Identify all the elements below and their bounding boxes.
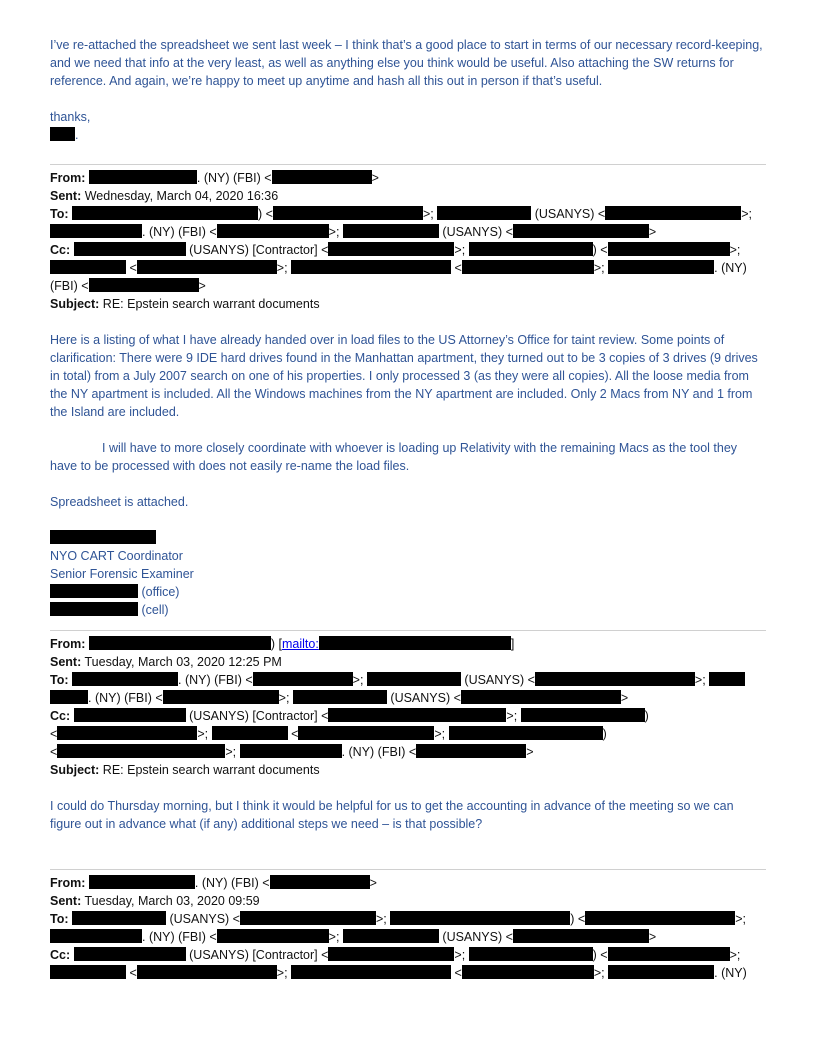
top-message-signoff xyxy=(50,126,766,144)
redaction-block xyxy=(89,278,199,292)
header-text: ) xyxy=(602,727,607,741)
email-document xyxy=(50,36,766,982)
redaction-block xyxy=(319,636,511,650)
redaction-block xyxy=(608,242,730,256)
header-text: . (NY) (FBI) < xyxy=(341,745,417,759)
cc-line-cont xyxy=(50,259,766,277)
redaction-block xyxy=(608,260,714,274)
redaction-block xyxy=(240,744,342,758)
header-text: < xyxy=(454,966,462,980)
redaction-block xyxy=(217,929,329,943)
redaction-block xyxy=(50,260,126,274)
header-text: Cc: xyxy=(50,243,71,257)
redaction-block xyxy=(469,947,593,961)
redaction-block xyxy=(89,636,271,650)
redaction xyxy=(50,127,75,141)
header-text: Sent: xyxy=(50,655,82,669)
redaction-block xyxy=(469,242,593,256)
sent-line xyxy=(50,653,766,671)
redaction-block xyxy=(50,530,156,544)
signature-name xyxy=(50,529,766,547)
header-text: ] xyxy=(510,637,515,651)
header-text: > xyxy=(648,225,657,239)
redaction-block xyxy=(608,965,714,979)
redaction-block xyxy=(270,875,370,889)
header-text: >; xyxy=(593,261,605,275)
to-line-cont xyxy=(50,928,766,946)
from-line xyxy=(50,169,766,187)
email-header-1 xyxy=(50,169,766,313)
redaction-block xyxy=(535,672,695,686)
header-text: . (NY) (FBI) < xyxy=(88,691,163,705)
header-text: >; xyxy=(434,727,446,741)
redaction-block xyxy=(89,875,195,889)
header-text: (FBI) < xyxy=(50,279,89,293)
header-text: From: xyxy=(50,637,86,651)
redaction-block xyxy=(272,170,372,184)
header-text: . (NY) (FBI) < xyxy=(178,673,253,687)
header-text: To: xyxy=(50,912,69,926)
redaction-block xyxy=(416,744,526,758)
body-paragraph: I will have to more closely coordinate with whoever is loading up Relativity with the remaining Macs as the tool they have to be processed with does not easily re-name the load files. xyxy=(50,441,738,473)
redaction-block xyxy=(390,911,570,925)
header-text: < xyxy=(50,727,58,741)
header-text: (USANYS) [Contractor] < xyxy=(189,709,329,723)
cc-line-cont-2 xyxy=(50,743,766,761)
header-text: >; xyxy=(506,709,518,723)
separator xyxy=(50,630,766,631)
redaction-block xyxy=(608,947,730,961)
cc-line-cont-2 xyxy=(50,277,766,295)
to-line xyxy=(50,671,766,689)
header-text: >; xyxy=(328,930,340,944)
header-text: . xyxy=(75,128,79,142)
header-text: Subject: xyxy=(50,297,100,311)
redaction-block xyxy=(57,726,197,740)
header-text: (office) xyxy=(141,585,180,599)
signature-title: Senior Forensic Examiner xyxy=(50,567,194,581)
cc-line xyxy=(50,241,766,259)
header-text: > xyxy=(371,171,379,185)
sent-date: Tuesday, March 03, 2020 12:25 PM xyxy=(84,655,282,669)
sent-date: Wednesday, March 04, 2020 16:36 xyxy=(84,189,279,203)
email-body-2 xyxy=(50,797,766,833)
signature-cell xyxy=(50,601,766,619)
header-text: >; xyxy=(278,691,290,705)
redaction-block xyxy=(137,965,277,979)
from-line xyxy=(50,874,766,892)
top-message-closing: thanks, xyxy=(50,110,91,124)
header-text: > xyxy=(526,745,534,759)
to-line-cont xyxy=(50,223,766,241)
to-line-cont xyxy=(50,689,766,707)
header-text: . (NY) xyxy=(714,966,747,980)
header-text: ) < xyxy=(570,912,586,926)
header-text: > xyxy=(369,876,377,890)
redaction-block xyxy=(513,224,649,238)
header-text: >; xyxy=(729,243,741,257)
header-text: >; xyxy=(225,745,237,759)
subject-text: RE: Epstein search warrant documents xyxy=(102,297,320,311)
body-paragraph: Here is a listing of what I have already handed over in load files to the US Attorney’s Office for taint review. Some points of clarification: There were 9 IDE hard drives found in the Manhattan apartment, they turned out to be 3 copies of 3 drives (9 drives in total) from a July 2007 search on one of his properties. I only processed 3 (as they were all copies). All the loose media from the NY apartment is included. All the Windows machines from the NY apartment are included. Only 2 Macs from NY and 1 from the Island are included. xyxy=(50,333,758,419)
redaction-block xyxy=(273,206,423,220)
separator xyxy=(50,164,766,165)
redaction-block xyxy=(50,224,142,238)
header-text: < xyxy=(129,966,137,980)
to-line xyxy=(50,910,766,928)
header-text: ) < xyxy=(258,207,273,221)
header-text: >; xyxy=(276,966,288,980)
header-text: >; xyxy=(735,912,746,926)
header-text: . (NY) (FBI) < xyxy=(196,171,272,185)
cc-line-cont xyxy=(50,725,766,743)
header-text: >; xyxy=(352,673,364,687)
sent-line xyxy=(50,892,766,910)
email-header-3 xyxy=(50,874,766,982)
header-text: Sent: xyxy=(50,894,82,908)
redaction-block xyxy=(89,170,197,184)
header-text: < xyxy=(454,261,462,275)
redaction-block xyxy=(513,929,649,943)
redaction-block xyxy=(291,260,451,274)
to-line xyxy=(50,205,766,223)
header-text: >; xyxy=(197,727,209,741)
redaction-block xyxy=(328,242,454,256)
header-text: ) < xyxy=(592,243,608,257)
redaction-block xyxy=(50,690,88,704)
signature-office xyxy=(50,583,766,601)
redaction-block xyxy=(212,726,288,740)
header-text: >; xyxy=(454,948,466,962)
header-text: (USANYS) < xyxy=(442,225,513,239)
redaction-block xyxy=(240,911,376,925)
redaction-block xyxy=(449,726,603,740)
top-message-body: I’ve re-attached the spreadsheet we sent last week – I think that’s a good place to start in terms of our necessary record-keeping, and we need that info at the very least, as well as anything else you think would be useful. Also attaching the SW returns for reference. And again, we’re happy to meet up anytime and hash all this out in person if that’s useful. xyxy=(50,38,763,88)
header-text: (USANYS) < xyxy=(390,691,461,705)
redaction-block xyxy=(343,929,439,943)
cc-line xyxy=(50,707,766,725)
redaction-block xyxy=(437,206,531,220)
header-text: . (NY) (FBI) < xyxy=(142,225,217,239)
header-text: > xyxy=(620,691,629,705)
header-text: ) xyxy=(644,709,649,723)
header-text: >; xyxy=(376,912,387,926)
header-text: < xyxy=(291,727,299,741)
redaction-block xyxy=(291,965,451,979)
mailto-link[interactable]: mailto: xyxy=(282,637,319,651)
header-text: > xyxy=(648,930,657,944)
header-text: . (NY) xyxy=(714,261,747,275)
redaction-block xyxy=(72,206,258,220)
redaction-block xyxy=(74,242,186,256)
header-text: (USANYS) < xyxy=(464,673,535,687)
cc-line-cont xyxy=(50,964,766,982)
header-text: Cc: xyxy=(50,709,71,723)
header-text: Subject: xyxy=(50,763,100,777)
redaction-block xyxy=(293,690,387,704)
redaction-block xyxy=(50,584,138,598)
email-header-2 xyxy=(50,635,766,779)
header-text: (USANYS) [Contractor] < xyxy=(189,243,329,257)
redaction-block xyxy=(585,911,735,925)
header-text: >; xyxy=(729,948,741,962)
sent-line xyxy=(50,187,766,205)
redaction-block xyxy=(462,260,594,274)
email-body-1 xyxy=(50,331,766,619)
redaction-block xyxy=(163,690,279,704)
header-text: >; xyxy=(741,207,752,221)
redaction-block xyxy=(328,947,454,961)
redaction-block xyxy=(74,947,186,961)
redaction-block xyxy=(367,672,461,686)
header-text: (cell) xyxy=(141,603,169,617)
header-text: Sent: xyxy=(50,189,82,203)
header-text: >; xyxy=(276,261,288,275)
redaction-block xyxy=(461,690,621,704)
header-text: . (NY) (FBI) < xyxy=(194,876,270,890)
header-text: From: xyxy=(50,171,86,185)
top-message xyxy=(50,36,766,144)
header-text: (USANYS) [Contractor] < xyxy=(189,948,329,962)
header-text: < xyxy=(50,745,58,759)
header-text: (USANYS) < xyxy=(442,930,513,944)
redaction-block xyxy=(137,260,277,274)
header-text: To: xyxy=(50,673,69,687)
redaction-block xyxy=(521,708,645,722)
header-text: Cc: xyxy=(50,948,71,962)
redaction-block xyxy=(72,672,178,686)
header-text: . (NY) (FBI) < xyxy=(142,930,217,944)
redaction-block xyxy=(709,672,745,686)
cc-line xyxy=(50,946,766,964)
redaction-block xyxy=(343,224,439,238)
redaction-block xyxy=(50,602,138,616)
header-text: (USANYS) < xyxy=(169,912,240,926)
header-text: >; xyxy=(422,207,434,221)
redaction-block xyxy=(72,911,166,925)
subject-line xyxy=(50,761,766,779)
signature-title: NYO CART Coordinator xyxy=(50,549,183,563)
sent-date: Tuesday, March 03, 2020 09:59 xyxy=(84,894,260,908)
redaction-block xyxy=(74,708,186,722)
header-text: ) < xyxy=(592,948,608,962)
redaction-block xyxy=(298,726,434,740)
header-text: >; xyxy=(328,225,340,239)
header-text: (USANYS) < xyxy=(534,207,606,221)
header-text: < xyxy=(129,261,137,275)
redaction-block xyxy=(50,929,142,943)
from-line xyxy=(50,635,766,653)
header-text: From: xyxy=(50,876,86,890)
redaction-block xyxy=(217,224,329,238)
header-text: >; xyxy=(454,243,466,257)
subject-line xyxy=(50,295,766,313)
redaction-block xyxy=(253,672,353,686)
subject-text: RE: Epstein search warrant documents xyxy=(102,763,320,777)
header-text: To: xyxy=(50,207,69,221)
body-paragraph: Spreadsheet is attached. xyxy=(50,495,189,509)
header-text: >; xyxy=(694,673,706,687)
redaction-block xyxy=(328,708,506,722)
header-text: >; xyxy=(593,966,605,980)
header-text: ) [ xyxy=(270,637,283,651)
redaction-block xyxy=(462,965,594,979)
redaction-block xyxy=(50,965,126,979)
separator xyxy=(50,869,766,870)
body-paragraph: I could do Thursday morning, but I think it would be helpful for us to get the accounting in advance of the meeting so we can figure out in advance what (if any) additional steps we need – is that possible? xyxy=(50,799,734,831)
redaction-block xyxy=(605,206,741,220)
header-text: > xyxy=(198,279,206,293)
redaction-block xyxy=(57,744,225,758)
